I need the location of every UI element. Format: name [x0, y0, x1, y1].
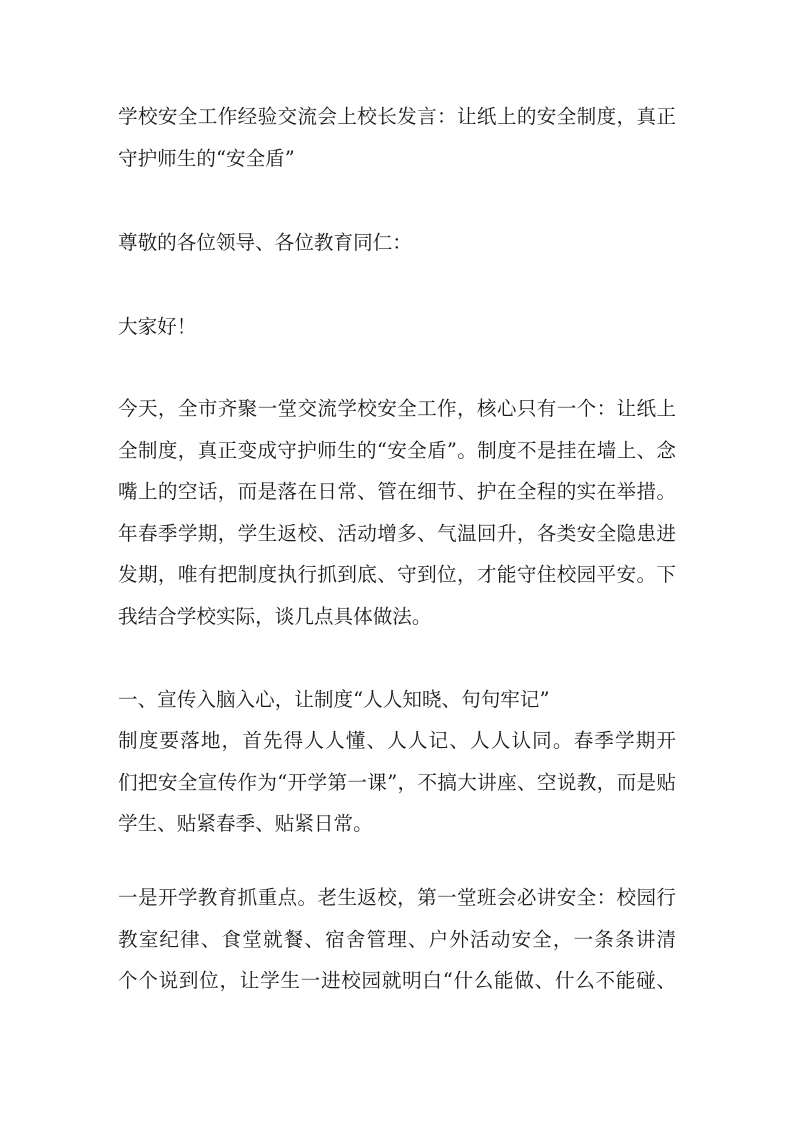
point-1-paragraph: [118, 877, 676, 1002]
salutation-text: 尊敬的各位领导、各位教育同仁：: [118, 231, 412, 254]
paragraph-line: 个个说到位，让学生一进校园就明白“什么能做、什么不能碰、: [118, 969, 676, 992]
paragraph-line: 我结合学校实际，谈几点具体做法。: [118, 604, 432, 628]
document-title: [118, 96, 676, 179]
paragraph-line: 年春季学期，学生返校、活动增多、气温回升，各类安全隐患进: [118, 521, 676, 545]
intro-paragraph: [118, 388, 676, 637]
greeting: [118, 306, 676, 348]
paragraph-line: 全制度，真正变成守护师生的“安全盾”。制度不是挂在墙上、念: [118, 438, 676, 462]
paragraph-line: 学生、贴紧春季、贴紧日常。: [118, 812, 373, 835]
salutation: [118, 222, 676, 264]
paragraph-line: 们把安全宣传作为“开学第一课”，不搞大讲座、空说教，而是贴: [118, 770, 676, 794]
title-line: 学校安全工作经验交流会上校长发言：让纸上的安全制度，真正: [118, 105, 676, 128]
paragraph-line: 发期，唯有把制度执行抓到底、守到位，才能守住校园平安。下: [118, 563, 676, 586]
heading-text: 一、宣传入脑入心，让制度“人人知晓、句句牢记”: [118, 688, 550, 711]
paragraph-line: 教室纪律、食堂就餐、宿舍管理、户外活动安全，一条条讲清: [118, 927, 676, 951]
title-line: 守护师生的“安全盾”: [118, 146, 295, 170]
section-1-paragraph: [118, 720, 676, 845]
paragraph-line: 制度要落地，首先得人人懂、人人记、人人认同。春季学期开: [118, 729, 676, 752]
paragraph-line: 嘴上的空话，而是落在日常、管在细节、护在全程的实在举措。: [118, 480, 676, 503]
greeting-text: 大家好！: [118, 315, 197, 338]
paragraph-line: 一是开学教育抓重点。老生返校，第一堂班会必讲安全：校园行: [118, 886, 676, 909]
paragraph-line: 今天，全市齐聚一堂交流学校安全工作，核心只有一个：让纸上: [118, 397, 676, 420]
section-1-heading: [118, 679, 676, 721]
